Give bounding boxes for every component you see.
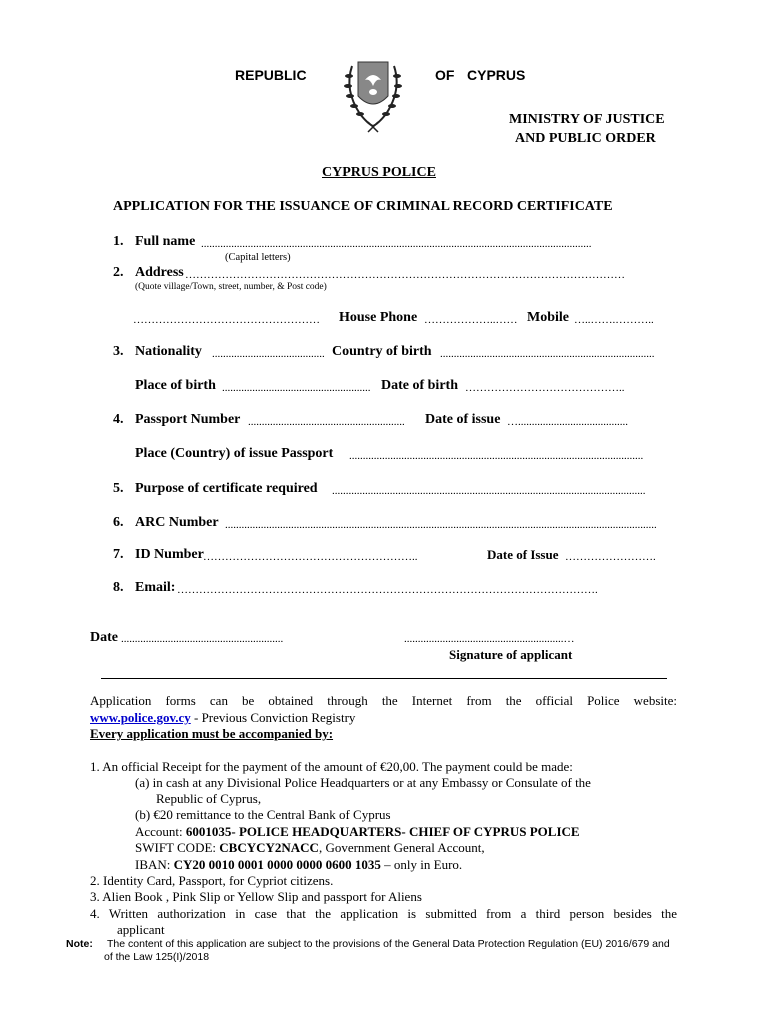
item-number: 8. [113,580,124,595]
list-item: (b) €20 remittance to the Central Bank of Cyprus [135,807,391,822]
iban-label: IBAN: [135,857,174,872]
email-field[interactable]: ……………………………………………………………………………………………………. [177,584,598,596]
swift-line [135,840,485,856]
id-number-field[interactable]: ………………………………………………….. [203,551,418,563]
item-number: 1. [113,234,124,249]
accompanied-heading: Every application must be accompanied by: [90,726,334,741]
item-number: 6. [113,515,124,530]
swift-rest: , Government General Account, [318,840,485,855]
email-label: Email: [135,580,176,595]
house-phone-field[interactable]: ………………..…… [424,314,518,326]
intro-text: Application forms can be obtained through the Internet from the official Police website: [90,693,677,708]
purpose-field[interactable]: .................................................................................................................. [332,485,646,497]
date-of-issue-id-field[interactable]: ……………………. [565,551,656,563]
item-number: 4. [113,412,124,427]
swift-value: CBCYCY2NACC [219,840,319,855]
iban-line [135,857,462,873]
registry-text: - Previous Conviction Registry [190,710,356,725]
address-field[interactable]: ………………………………………………………………………………………………………… [185,269,625,281]
address-label: Address [135,265,184,280]
id-number-label: ID Number [135,547,204,562]
cyprus-police-heading: CYPRUS POLICE [322,165,436,180]
passport-number-field[interactable]: ......................................................... [248,416,405,428]
place-of-issue-field[interactable]: ........................................................................................................... [349,450,644,462]
item-number: 7. [113,547,124,562]
ministry-line1: MINISTRY OF JUSTICE [509,112,665,127]
address-hint: (Quote village/Town, street, number, & Post code) [135,282,327,292]
page-title: APPLICATION FOR THE ISSUANCE OF CRIMINAL RECORD CERTIFICATE [113,199,613,214]
list-item: applicant [117,922,165,937]
place-of-issue-label: Place (Country) of issue Passport [135,446,334,461]
date-of-issue-id-label: Date of Issue [487,547,559,562]
arc-number-label: ARC Number [135,515,219,530]
capital-letters-hint: (Capital letters) [225,252,291,263]
list-item: 2. Identity Card, Passport, for Cypriot citizens. [90,873,334,888]
date-of-issue-field[interactable]: …........................................ [507,416,628,428]
country-of-birth-label: Country of birth [332,344,432,359]
date-field[interactable]: ........................................................... [121,633,284,645]
website-line [90,710,355,726]
header-of: OF [435,67,455,83]
signature-label: Signature of applicant [449,647,573,662]
list-item: 4. Written authorization in case that the application is submitted from a third person besides the [90,906,677,921]
passport-number-label: Passport Number [135,412,241,427]
list-item: 1. An official Receipt for the payment of the amount of €20,00. The payment could be made: [90,759,573,774]
signature-field[interactable]: ..........................................................… [404,633,575,645]
iban-rest: – only in Euro. [380,857,463,872]
date-of-birth-label: Date of birth [381,378,458,393]
police-website-link[interactable]: www.police.gov.cy [90,710,191,725]
item-number: 2. [113,265,124,280]
list-item: (a) in cash at any Divisional Police Headquarters or at any Embassy or Consulate of the [135,775,591,790]
iban-value: CY20 0010 0001 0000 0000 0600 1035 [173,857,381,872]
mobile-label: Mobile [527,310,569,325]
place-of-birth-field[interactable]: ...................................................... [222,382,371,394]
account-value: 6001035- POLICE HEADQUARTERS- CHIEF OF CYPRUS POLICE [185,824,580,839]
note-text: The content of this application are subject to the provisions of the General Data Protection Regulation (EU) 2016/679 and [107,938,670,950]
note-text-2: of the Law 125(I)/2018 [104,951,210,963]
address-line2-field[interactable]: …………………………………………… [133,314,320,326]
country-of-birth-field[interactable]: .............................................................................. [440,348,655,360]
swift-label: SWIFT CODE: [135,840,220,855]
coat-of-arms-icon [338,56,408,136]
full-name-label: Full name [135,234,196,249]
item-number: 5. [113,481,124,496]
list-item: Republic of Cyprus, [156,791,262,806]
divider [101,678,667,679]
date-of-birth-field[interactable]: …………………………………….. [465,382,625,394]
nationality-field[interactable]: ......................................... [212,348,325,360]
date-of-issue-label: Date of issue [425,412,501,427]
account-label: Account: [135,824,186,839]
account-line [135,824,580,840]
date-label: Date [90,630,118,645]
ministry-line2: AND PUBLIC ORDER [515,131,656,146]
header-cyprus: CYPRUS [467,67,526,83]
mobile-field[interactable]: …..…….……….. [574,314,654,326]
house-phone-label: House Phone [339,310,418,325]
note-label: Note: [66,938,93,950]
full-name-field[interactable]: .............................................................................................................................................. [201,238,592,250]
item-number: 3. [113,344,124,359]
header-republic: REPUBLIC [235,67,307,83]
place-of-birth-label: Place of birth [135,378,216,393]
arc-number-field[interactable]: ............................................................................................................................................................. [225,519,657,531]
nationality-label: Nationality [135,344,202,359]
list-item: 3. Alien Book , Pink Slip or Yellow Slip and passport for Aliens [90,889,422,904]
purpose-label: Purpose of certificate required [135,481,318,496]
